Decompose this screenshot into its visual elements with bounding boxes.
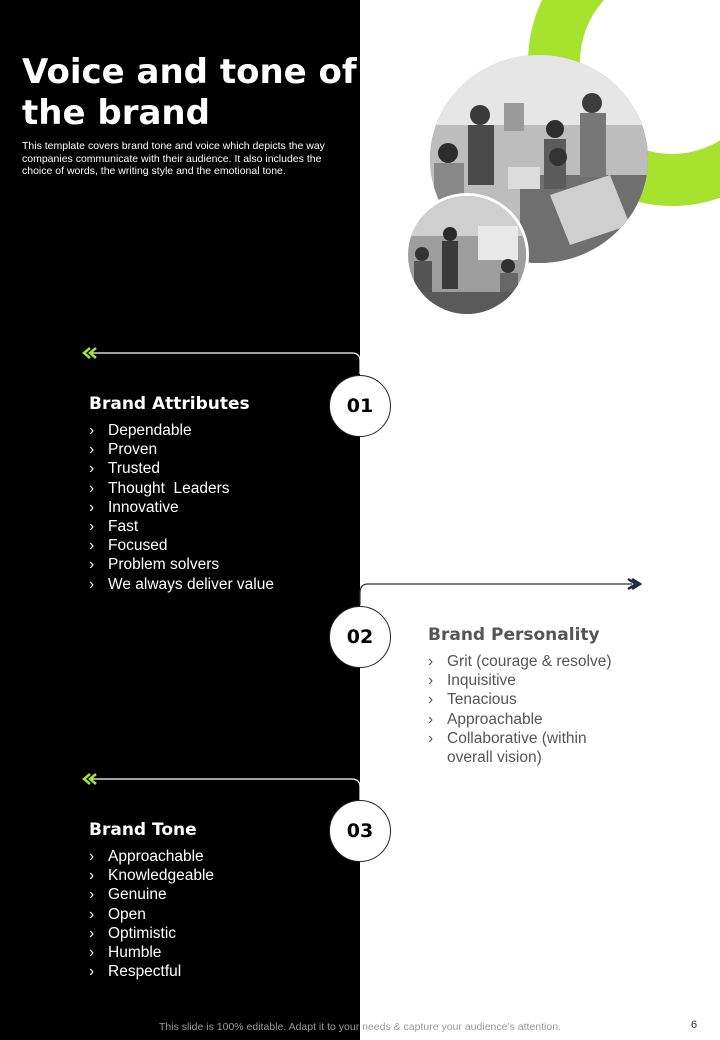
list-item: › Trusted: [89, 460, 160, 478]
list-item: › Innovative: [89, 498, 179, 516]
list-item: › Proven: [89, 441, 158, 459]
chevron-bullet-icon: ›: [89, 441, 95, 459]
page-title: Voice and tone of the brand: [22, 52, 357, 133]
page-number: 6: [691, 1019, 698, 1031]
section-title-brand-attributes: Brand Attributes: [89, 394, 250, 414]
list-item: › Genuine: [89, 886, 167, 904]
chevron-bullet-icon: ›: [89, 867, 95, 885]
brand-attributes-list: [89, 421, 329, 594]
chevron-bullet-icon: ›: [89, 537, 95, 555]
list-item: › Focused: [89, 537, 168, 555]
chevron-bullet-icon: ›: [89, 924, 95, 942]
list-item: › Respectful: [89, 963, 182, 981]
list-item: › Open: [89, 905, 146, 923]
chevron-bullet-icon: ›: [89, 422, 95, 439]
chevron-bullet-icon: ›: [428, 710, 434, 728]
footer-note: This slide is 100% editable. Adapt it to your needs & capture your audience’s attention.: [159, 1021, 561, 1033]
chevron-bullet-icon: ›: [428, 672, 434, 690]
chevron-bullet-icon: ›: [89, 848, 95, 865]
list-item: › Dependable: [89, 422, 192, 439]
section-title-brand-personality: Brand Personality: [428, 625, 600, 645]
list-item: › Optimistic: [89, 924, 177, 942]
brand-tone-list: [89, 847, 329, 981]
list-item: › Thought Leaders: [89, 479, 230, 497]
section-number-badge: 02: [329, 606, 391, 668]
list-item: › Tenacious: [428, 691, 517, 709]
list-item: › Problem solvers: [89, 556, 220, 574]
list-item: › Approachable: [428, 710, 543, 728]
list-item: › Humble: [89, 944, 162, 962]
brand-personality-list: [428, 652, 628, 767]
section-number-badge: 01: [329, 375, 391, 437]
list-item: › Grit (courage & resolve): [428, 653, 612, 670]
list-item: › Collaborative (within overall vision): [428, 729, 587, 767]
chevron-bullet-icon: ›: [89, 963, 95, 981]
section-title-brand-tone: Brand Tone: [89, 820, 197, 840]
section-number-badge: 03: [329, 800, 391, 862]
chevron-bullet-icon: ›: [89, 575, 95, 593]
list-item: › We always deliver value: [89, 575, 274, 593]
connector-line-01: [92, 353, 360, 374]
chevron-bullet-icon: ›: [89, 886, 95, 904]
chevron-bullet-icon: ›: [428, 729, 434, 747]
chevron-bullet-icon: ›: [89, 479, 95, 497]
chevron-bullet-icon: ›: [428, 653, 434, 670]
list-item: › Approachable: [89, 848, 204, 865]
chevron-bullet-icon: ›: [89, 460, 95, 478]
chevron-bullet-icon: ›: [89, 905, 95, 923]
chevron-bullet-icon: ›: [89, 944, 95, 962]
connector-line-02: [360, 584, 632, 605]
connector-line-03: [92, 779, 360, 800]
chevron-bullet-icon: ›: [89, 556, 95, 574]
list-item: › Knowledgeable: [89, 867, 215, 885]
chevron-bullet-icon: ›: [428, 691, 434, 709]
list-item: › Inquisitive: [428, 672, 516, 690]
chevron-bullet-icon: ›: [89, 518, 95, 536]
list-item: › Fast: [89, 518, 139, 536]
intro-paragraph: This template covers brand tone and voice which depicts the way companies communicate with their audience. It also includes the choice of words, the writing style and the emotional tone.: [22, 140, 325, 177]
chevron-bullet-icon: ›: [89, 498, 95, 516]
